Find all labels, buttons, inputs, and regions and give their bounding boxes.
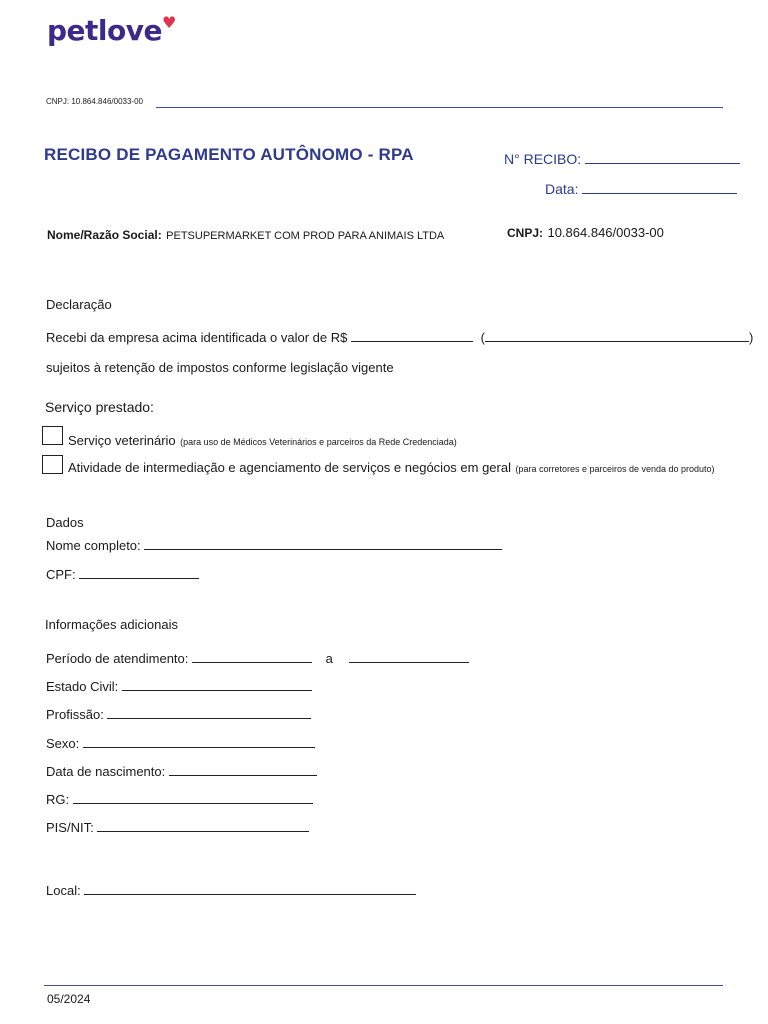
info-heading: Informações adicionais [45,617,178,632]
receipt-date-label: Data: [545,181,579,197]
periodo-row [46,651,469,666]
paren-close: ) [748,330,754,345]
periodo-fim-field[interactable] [349,652,469,663]
local-label: Local: [46,883,81,898]
declaracao-line2: sujeitos à retenção de impostos conforme legislação vigente [46,360,394,375]
option-intermediacao-note: (para corretores e parceiros de venda do produto) [515,464,715,474]
petlove-logo [47,14,176,47]
company-cnpj-value: 10.864.846/0033-00 [547,225,664,240]
declaracao-text: Recebi da empresa acima identificada o valor de R$ [46,330,348,345]
receipt-date-field[interactable] [582,183,737,194]
local-row [46,883,416,898]
periodo-sep: a [325,651,333,666]
option-veterinario-note: (para uso de Médicos Veterinários e parceiros da Rede Credenciada) [180,437,457,447]
footer-rule [44,985,723,986]
nome-label: Nome completo: [46,538,141,553]
company-name-row [47,226,444,244]
cpf-field[interactable] [79,568,199,579]
header-cnpj-value: 10.864.846/0033-00 [71,97,143,106]
estado-civil-label: Estado Civil: [46,679,119,694]
valor-field[interactable] [351,331,473,342]
cpf-row [46,567,199,582]
header-cnpj [46,97,143,106]
periodo-inicio-field[interactable] [192,652,312,663]
nome-field[interactable] [144,539,502,550]
estado-civil-field[interactable] [122,680,312,691]
header-rule [156,107,723,108]
checkbox-servico-veterinario[interactable] [42,426,63,445]
pis-field[interactable] [97,821,309,832]
local-field[interactable] [84,884,416,895]
company-cnpj-row [507,224,664,242]
rg-row [46,792,313,807]
logo-text: petlove [47,14,162,47]
declaracao-heading: Declaração [46,297,112,312]
sexo-label: Sexo: [46,736,80,751]
servico-heading: Serviço prestado: [45,399,154,415]
profissao-field[interactable] [107,708,311,719]
valor-extenso-field[interactable] [485,331,749,342]
receipt-number-label: N° RECIBO: [504,151,582,167]
nascimento-row [46,764,317,779]
paren-open: ( [480,330,485,345]
receipt-date-row [545,181,737,197]
header-cnpj-label: CNPJ: [46,97,70,106]
page-title: RECIBO DE PAGAMENTO AUTÔNOMO - RPA [44,145,414,164]
profissao-row [46,707,311,722]
option-veterinario-label: Serviço veterinário [68,433,176,448]
cpf-label: CPF: [46,567,76,582]
receipt-number-row [504,151,740,167]
pis-label: PIS/NIT: [46,820,94,835]
rg-label: RG: [46,792,70,807]
nascimento-field[interactable] [169,765,317,776]
nome-row [46,538,502,553]
sexo-field[interactable] [83,737,315,748]
periodo-label: Período de atendimento: [46,651,189,666]
footer-date: 05/2024 [47,992,91,1006]
receipt-number-field[interactable] [585,153,740,164]
option-servico-veterinario [68,432,457,450]
nascimento-label: Data de nascimento: [46,764,166,779]
checkbox-intermediacao[interactable] [42,455,63,474]
heart-icon: ♥ [162,13,176,32]
company-cnpj-label: CNPJ: [507,226,544,240]
declaracao-line1 [46,330,753,345]
sexo-row [46,736,315,751]
company-name-label: Nome/Razão Social: [47,228,162,242]
option-intermediacao [68,459,715,477]
pis-row [46,820,309,835]
rg-field[interactable] [73,793,313,804]
estado-civil-row [46,679,312,694]
option-intermediacao-label: Atividade de intermediação e agenciamento de serviços e negócios em geral [68,460,511,475]
profissao-label: Profissão: [46,707,104,722]
dados-heading: Dados [46,515,84,530]
company-name-value: PETSUPERMARKET COM PROD PARA ANIMAIS LTDA [166,230,445,242]
